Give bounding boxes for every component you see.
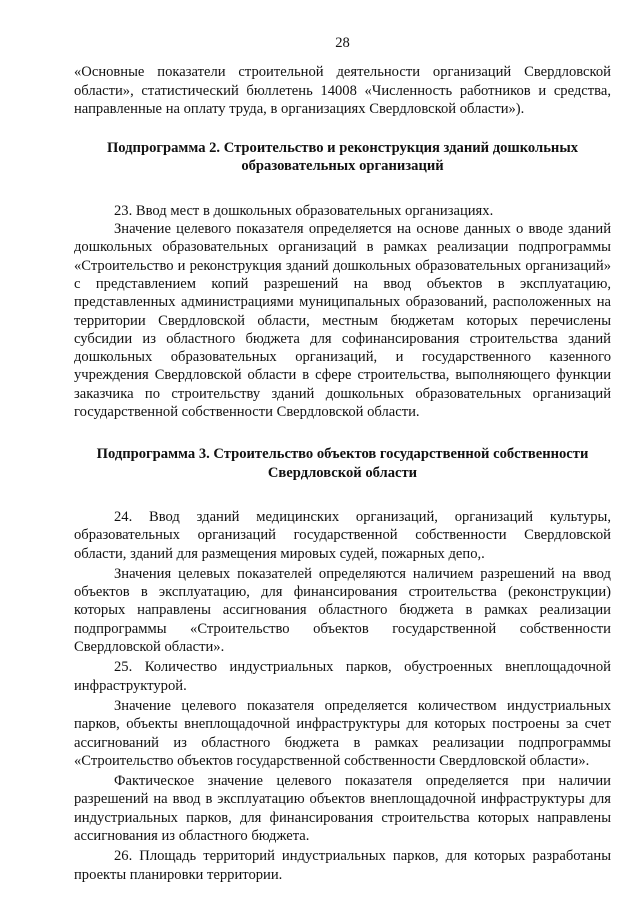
item-24-title: 24. Ввод зданий медицинских организаций, организаций культуры, образовательных организаций государственной собственности Свердловской области, зданий для размещения мировых судей, пожарных депо,.	[74, 508, 611, 562]
item-25-title: 25. Количество индустриальных парков, обустроенных внеплощадочной инфраструктурой.	[74, 659, 611, 694]
item-24-text: Значения целевых показателей определяются наличием разрешений на ввод объектов в эксплуатацию, для финансирования строительства (реконструкции) которых направлены ассигнования областного бюджета в рамках реализации подпрограммы «Строительство объектов государственной собственности Свердловской области».	[74, 565, 611, 656]
item-23-title: 23. Ввод мест в дошкольных образовательных организациях.	[114, 202, 494, 219]
item-25-text-1: Значение целевого показателя определяется количеством индустриальных парков, объекты внеплощадочной инфраструктуры для которых построены за счет ассигнований из областного бюджета в рамках реализации подпрограммы «Строительство объектов государственной собственности Свердловской области».	[74, 697, 611, 769]
subprogram-2-heading: Подпрограмма 2. Строительство и реконструкция зданий дошкольных образовательных организаций	[106, 140, 579, 175]
subprogram-3-heading: Подпрограмма 3. Строительство объектов государственной собственности Свердловской области	[96, 446, 589, 481]
document-page	[74, 34, 611, 884]
intro-paragraph: «Основные показатели строительной деятельности организаций Свердловской области», статистический бюллетень 14008 «Численность работников и средства, направленные на оплату труда, в организациях Свердловской области»).	[74, 64, 611, 117]
item-26-title: 26. Площадь территорий индустриальных парков, для которых разработаны проекты планировки территории.	[74, 848, 611, 883]
item-23-text: Значение целевого показателя определяется на основе данных о вводе зданий дошкольных образовательных организаций в рамках реализации подпрограммы «Строительство и реконструкция зданий дошкольных образовательных организаций» с представлением копий разрешений на ввод объектов в эксплуатацию, представленных администрациями муниципальных образований, расположенных на территории Свердловской области, местным бюджетам которых перечислены субсидии из областного бюджета для софинансирования строительства зданий дошкольных образовательных организаций, и государственного казенного учреждения Свердловской области в сфере строительства, выполняющего функции заказчика по строительству зданий дошкольных образовательных организаций государственной собственности Свердловской области.	[74, 221, 611, 421]
page-number: 28	[335, 35, 350, 51]
item-25-text-2: Фактическое значение целевого показателя определяется при наличии разрешений на ввод в эксплуатацию объектов внеплощадочной инфраструктуры для индустриальных парков, для финансирования строительства которых направлены ассигнования из областного бюджета.	[74, 773, 611, 844]
